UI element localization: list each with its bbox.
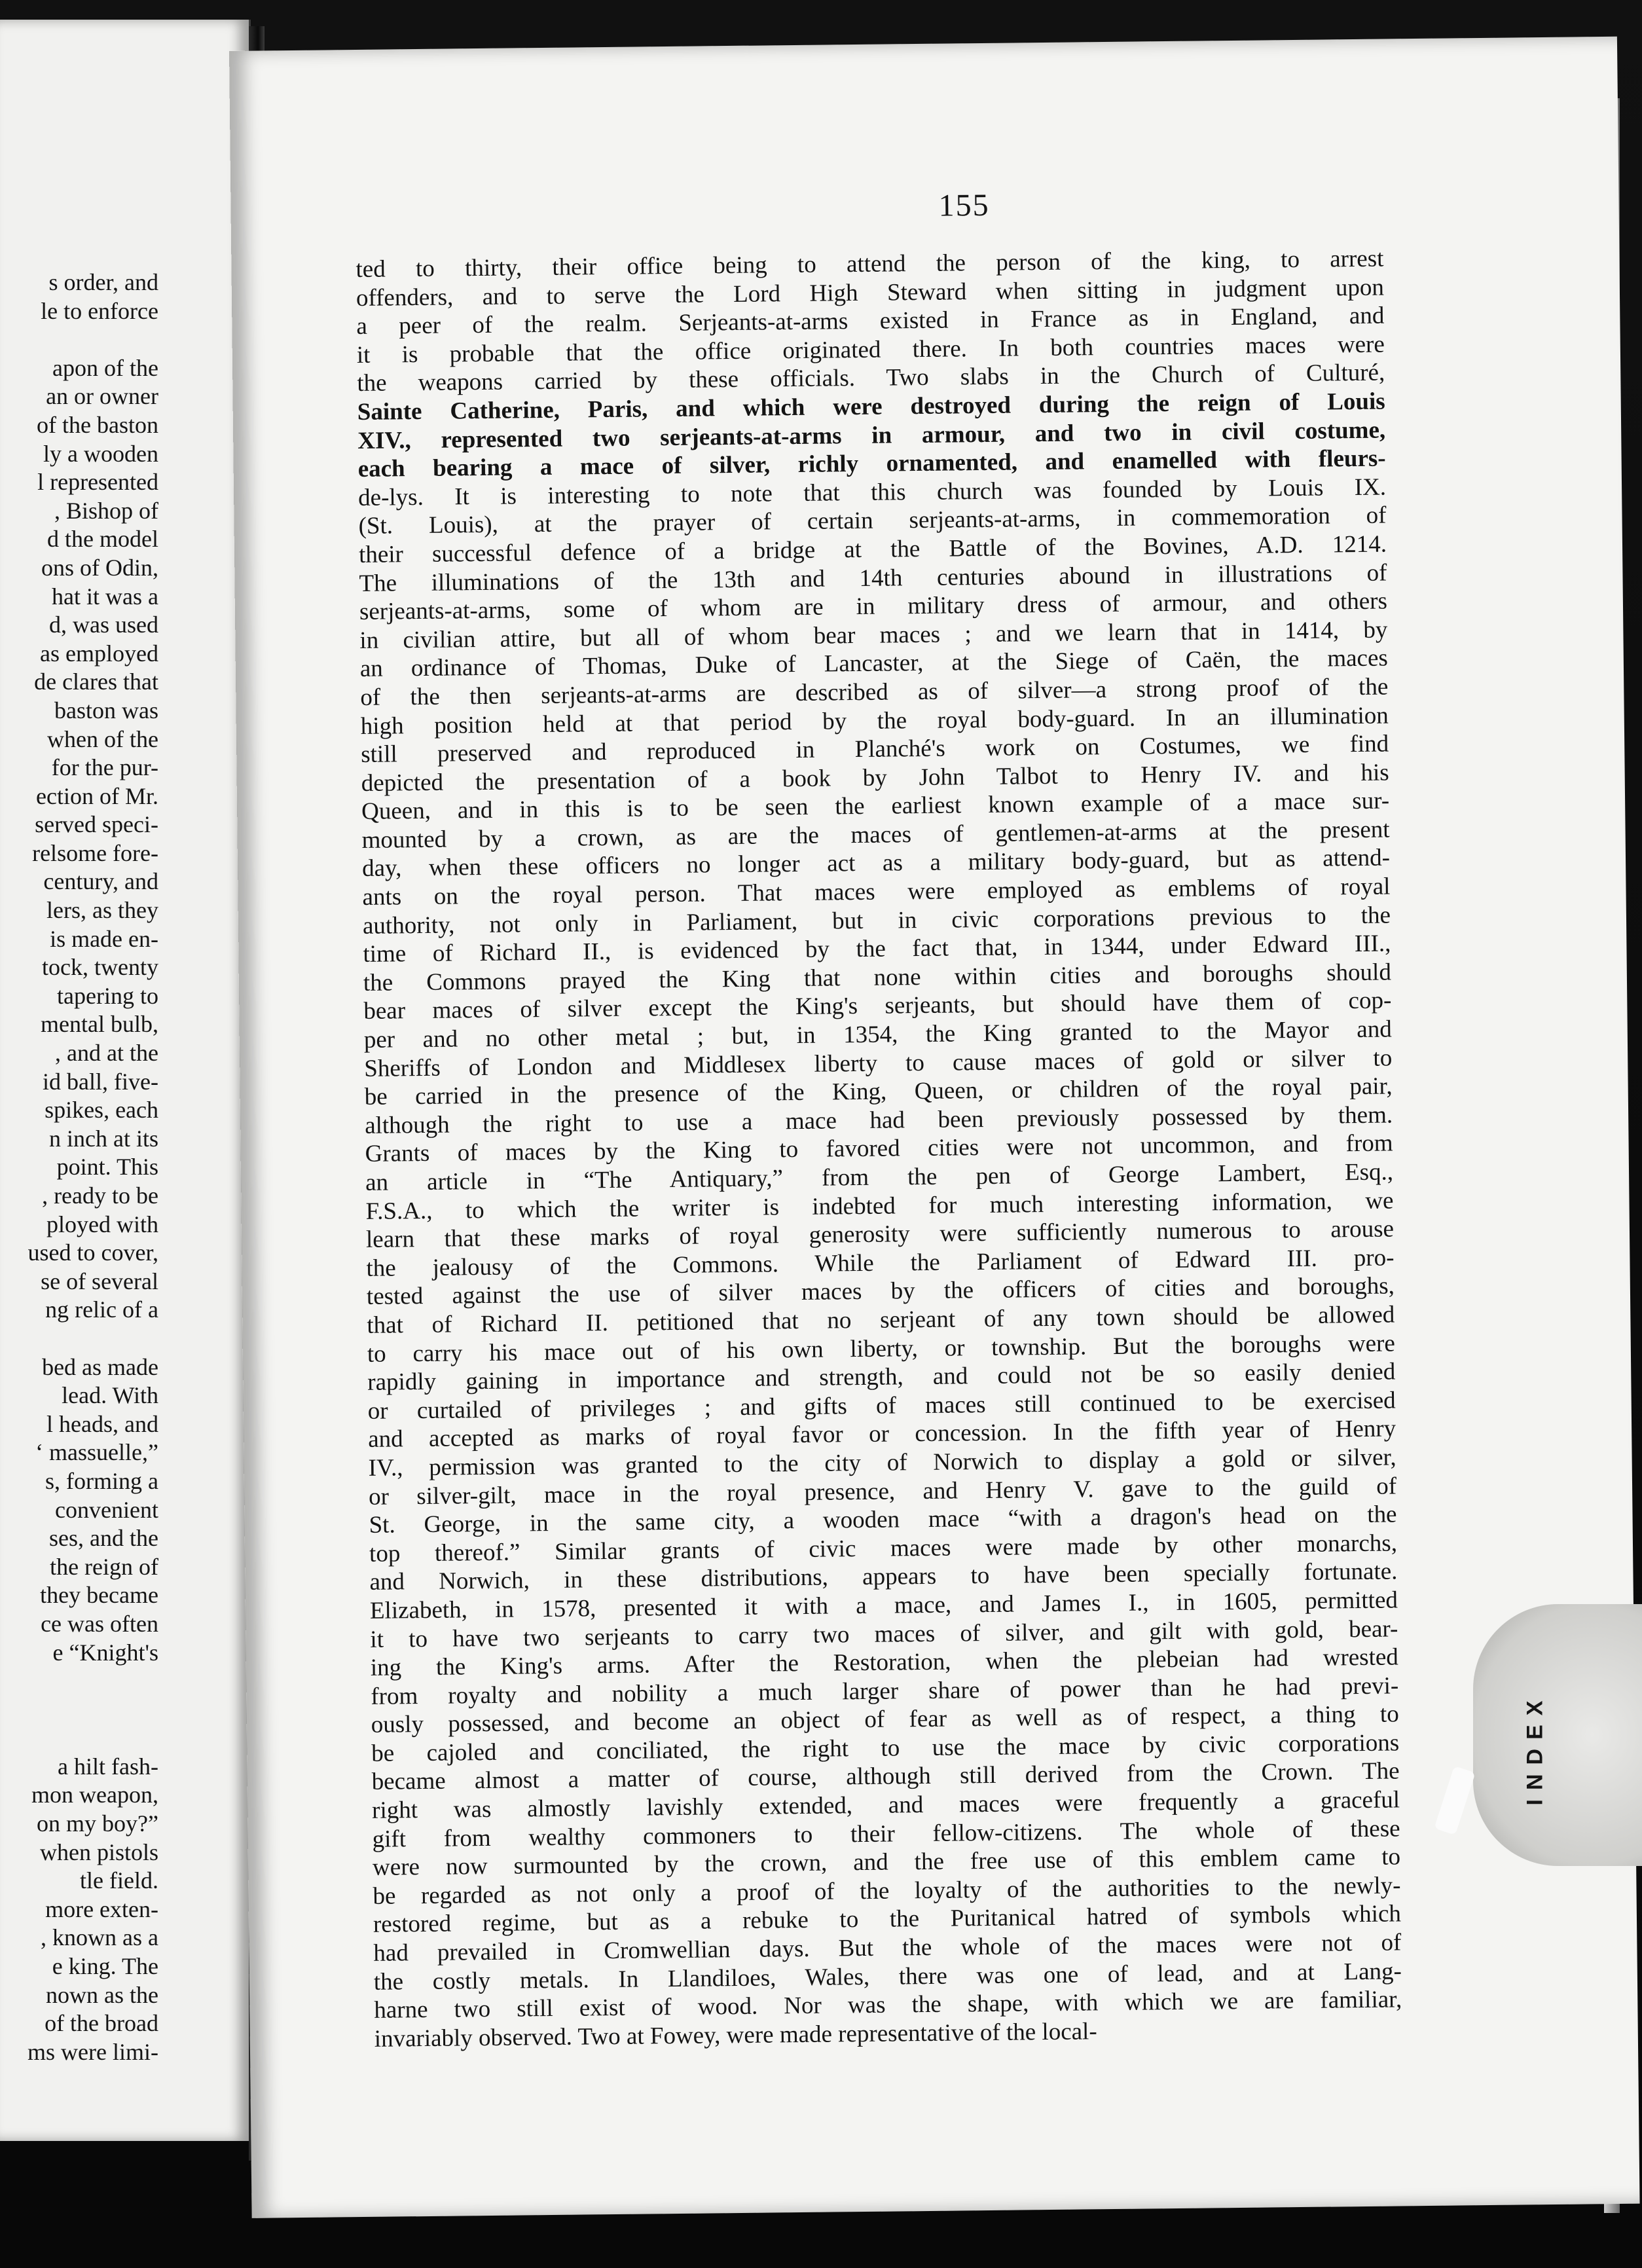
left-page-line: , ready to be <box>42 1182 158 1209</box>
body-line: became almost a matter of course, although still derived from the Crown. The <box>371 1757 1400 1796</box>
left-page-line <box>27 1724 158 1753</box>
body-line: rapidly gaining in importance and strength, and could not be so easily denied <box>367 1358 1396 1397</box>
body-line: or curtailed of privileges ; and gifts of maces still continued to be exercised <box>367 1387 1396 1425</box>
left-page-text <box>27 268 158 2066</box>
body-line: a peer of the realm. Serjeants-at-arms existed in France as in England, and <box>356 302 1385 340</box>
left-page-line: hat it was a <box>52 583 158 610</box>
left-page-line: on my boy?” <box>37 1810 158 1837</box>
left-page-line: ‘ massuelle,” <box>35 1439 158 1466</box>
body-line: an ordinance of Thomas, Duke of Lancaster, at the Siege of Caën, the maces <box>359 644 1389 683</box>
body-line: their successful defence of a bridge at the Battle of the Bovines, A.D. 1214. <box>358 530 1387 568</box>
body-line: the jealousy of the Commons. While the Parliament of Edward III. pro- <box>366 1244 1395 1282</box>
body-line: right was almostly lavishly extended, and maces were frequently a graceful <box>371 1786 1400 1824</box>
left-page-line: when of the <box>47 725 158 752</box>
left-page-line: , and at the <box>55 1040 158 1067</box>
body-line: of the then serjeants-at-arms are described as of silver—a strong proof of the <box>360 673 1389 711</box>
left-page-line: ms were limi- <box>27 2038 158 2065</box>
body-line: the Commons prayed the King that none within cities and boroughs should <box>363 959 1392 997</box>
left-page-line: relsome fore- <box>32 839 158 866</box>
left-page-line: is made en- <box>50 925 158 952</box>
body-line: and accepted as marks of royal favor or concession. In the fifth year of Henry <box>368 1415 1396 1454</box>
left-page-line: bed as made <box>42 1353 158 1380</box>
body-line: gift from wealthy commoners to their fellow-citizens. The whole of these <box>372 1815 1400 1853</box>
left-page-line: when pistols <box>39 1838 158 1865</box>
body-line: authority, not only in Parliament, but in civic corporations previous to the <box>362 902 1391 940</box>
left-page-line: served speci- <box>35 811 158 838</box>
left-page-line: more exten- <box>45 1895 158 1922</box>
body-line: depicted the presentation of a book by John Talbot to Henry IV. and his <box>361 759 1389 797</box>
body-line: that of Richard II. petitioned that no serjeant of any town should be allowed <box>367 1301 1395 1339</box>
body-line: (St. Louis), at the prayer of certain serjeants-at-arms, in commemoration of <box>358 502 1387 540</box>
left-page-line: they became <box>40 1582 158 1609</box>
body-line: the costly metals. In Llandiloes, Wales, there was one of lead, and at Lang- <box>373 1958 1402 1996</box>
body-line: Grants of maces by the King to favored cities were not uncommon, and from <box>365 1129 1393 1168</box>
body-line: St. George, in the same city, a wooden mace “with a dragon's head on the <box>369 1501 1397 1539</box>
body-line: an article in “The Antiquary,” from the pen of George Lambert, Esq., <box>365 1158 1394 1196</box>
body-line: to carry his mace out of his own liberty, or township. But the boroughs were <box>367 1330 1395 1368</box>
index-tab-label-wrap[interactable] <box>1506 1650 1565 1846</box>
left-page-line: an or owner <box>46 383 158 410</box>
body-line: be regarded as not only a proof of the loyalty of the authorities to the newly- <box>373 1872 1401 1910</box>
left-page-line: point. This <box>56 1154 158 1180</box>
left-page-line: ons of Odin, <box>41 554 158 581</box>
left-page-line: tock, twenty <box>42 954 158 981</box>
left-page-line: l heads, and <box>46 1410 158 1437</box>
body-line: ously possessed, and become an object of fear as well as of respect, a thing to <box>371 1700 1399 1739</box>
left-page-line: n inch at its <box>49 1125 158 1152</box>
body-line: tested against the use of silver maces by the officers of cities and boroughs, <box>366 1272 1395 1311</box>
left-page-line: tle field. <box>80 1867 158 1894</box>
left-page-line: ployed with <box>46 1211 158 1237</box>
left-page-line: the reign of <box>50 1553 158 1580</box>
body-line: The illuminations of the 13th and 14th centuries abound in illustrations of <box>359 559 1387 597</box>
body-text <box>356 245 1402 2054</box>
left-page-line <box>27 1325 158 1353</box>
left-page-line <box>27 1667 158 1696</box>
left-page-line: of the baston <box>37 411 158 438</box>
left-page-line: d the model <box>47 526 158 553</box>
body-line: Sheriffs of London and Middlesex liberty to cause maces of gold or silver to <box>364 1044 1393 1082</box>
left-page-line: le to enforce <box>41 297 158 324</box>
body-line: serjeants-at-arms, some of whom are in military dress of armour, and others <box>359 587 1388 626</box>
left-page-line: mon weapon, <box>31 1782 158 1808</box>
body-line: were now surmounted by the crown, and the free use of this emblem came to <box>372 1843 1401 1882</box>
body-line: learn that these marks of royal generosity were sufficiently numerous to arouse <box>365 1215 1395 1254</box>
body-line: although the right to use a mace had been previously possessed by them. <box>364 1101 1393 1139</box>
body-line: be carried in the presence of the King, Queen, or children of the royal pair, <box>364 1072 1393 1111</box>
body-line: ted to thirty, their office being to attend the person of the king, to arrest <box>356 245 1384 283</box>
body-line: still preserved and reproduced in Planché's work on Costumes, we find <box>361 730 1389 769</box>
body-line: XIV., represented two serjeants-at-arms in armour, and two in civil costume, <box>357 416 1386 454</box>
body-line: day, when these officers no longer act as a military body-guard, but as attend- <box>361 844 1391 883</box>
body-line: F.S.A., to which the writer is indebted for much interesting information, we <box>365 1187 1394 1225</box>
body-line: from royalty and nobility a much larger share of power than he had previ- <box>371 1672 1399 1710</box>
left-page-line: se of several <box>41 1268 158 1294</box>
left-page-line: spikes, each <box>45 1097 158 1124</box>
body-line: in civilian attire, but all of whom bear maces ; and we learn that in 1414, by <box>359 616 1388 654</box>
left-page-line <box>27 325 158 354</box>
body-line: bear maces of silver except the King's serjeants, but should have them of cop- <box>363 987 1392 1025</box>
body-line: time of Richard II., is evidenced by the fact that, in 1344, under Edward III., <box>363 930 1391 968</box>
body-line: it to have two serjeants to carry two maces of silver, and gilt with gold, bear- <box>370 1615 1398 1653</box>
left-page-line: as employed <box>40 640 158 667</box>
left-page-line: apon of the <box>52 354 158 381</box>
body-line: each bearing a mace of silver, richly ornamented, and enamelled with fleurs- <box>357 445 1386 483</box>
left-page <box>0 20 251 2141</box>
body-line: de-lys. It is interesting to note that this church was founded by Louis IX. <box>357 473 1387 511</box>
left-page-line: convenient <box>55 1496 158 1523</box>
body-line: be cajoled and conciliated, the right to use the mace by civic corporations <box>371 1729 1400 1767</box>
left-page-line: century, and <box>43 868 158 895</box>
body-line: restored regime, but as a rebuke to the Puritanical hatred of symbols which <box>373 1900 1402 1939</box>
body-line: Queen, and in this is to be seen the earliest known example of a mace sur- <box>361 787 1390 826</box>
left-page-line: mental bulb, <box>41 1011 158 1038</box>
left-page-line: tapering to <box>57 982 158 1009</box>
left-page-line: for the pur- <box>51 754 158 781</box>
body-line: ing the King's arms. After the Restoration, when the plebeian had wrested <box>370 1643 1399 1681</box>
page-number: 155 <box>938 187 990 223</box>
main-page <box>229 37 1640 2218</box>
left-page-line: s order, and <box>48 269 158 295</box>
left-page-line <box>27 1696 158 1725</box>
body-line: invariably observed. Two at Fowey, were made representative of the local- <box>374 2018 1097 2053</box>
left-page-line: nown as the <box>46 1981 158 2008</box>
left-page-line: e king. The <box>52 1953 158 1980</box>
body-line: IV., permission was granted to the city of Norwich to display a gold or silver, <box>368 1444 1396 1482</box>
body-line: Elizabeth, in 1578, presented it with a mace, and James I., in 1605, permitted <box>369 1586 1398 1624</box>
body-line: harne two still exist of wood. Nor was the shape, with which we are familiar, <box>374 1986 1402 2024</box>
body-line: high position held at that period by the royal body-guard. In an illumination <box>360 702 1389 740</box>
left-page-line: of the broad <box>45 2010 158 2037</box>
left-page-line: e “Knight's <box>52 1639 158 1666</box>
left-page-line: ses, and the <box>49 1525 158 1552</box>
left-page-line: a hilt fash- <box>58 1753 158 1780</box>
left-page-line: ection of Mr. <box>36 782 158 809</box>
index-tab-label: INDEX <box>1522 1691 1548 1805</box>
left-page-line: , Bishop of <box>54 497 158 524</box>
body-line: had prevailed in Cromwellian days. But the whole of the maces were not of <box>373 1929 1402 1967</box>
body-line: ants on the royal person. That maces were employed as emblems of royal <box>362 873 1391 911</box>
left-page-line: lead. With <box>62 1382 158 1409</box>
left-page-line: l represented <box>37 469 158 496</box>
body-line: it is probable that the office originated there. In both countries maces were <box>356 331 1385 369</box>
left-page-line: de clares that <box>34 668 158 695</box>
body-line: top thereof.” Similar grants of civic maces were made by other monarchs, <box>369 1529 1398 1567</box>
left-page-line: id ball, five- <box>43 1068 158 1095</box>
left-page-line: ng relic of a <box>45 1296 158 1323</box>
body-line: per and no other metal ; but, in 1354, the King granted to the Mayor and <box>363 1015 1392 1053</box>
body-line: the weapons carried by these officials. Two slabs in the Church of Culturé, <box>357 359 1385 397</box>
left-page-line: s, forming a <box>45 1467 158 1494</box>
left-page-line: d, was used <box>49 612 158 638</box>
body-line: offenders, and to serve the Lord High Steward when sitting in judgment upon <box>356 274 1385 312</box>
left-page-line: lers, as they <box>46 897 158 924</box>
left-page-line: , known as a <box>41 1924 158 1951</box>
left-page-line: used to cover, <box>27 1239 158 1266</box>
body-line: or silver-gilt, mace in the royal presence, and Henry V. gave to the guild of <box>368 1472 1397 1510</box>
left-page-line: ce was often <box>41 1610 158 1637</box>
body-line: mounted by a crown, as are the maces of gentlemen-at-arms at the present <box>361 816 1390 854</box>
body-line: and Norwich, in these distributions, appears to have been specially fortunate. <box>369 1558 1398 1596</box>
body-line: Sainte Catherine, Paris, and which were destroyed during the reign of Louis <box>357 388 1385 426</box>
left-page-line: ly a wooden <box>43 440 158 467</box>
left-page-line: baston was <box>54 697 158 723</box>
